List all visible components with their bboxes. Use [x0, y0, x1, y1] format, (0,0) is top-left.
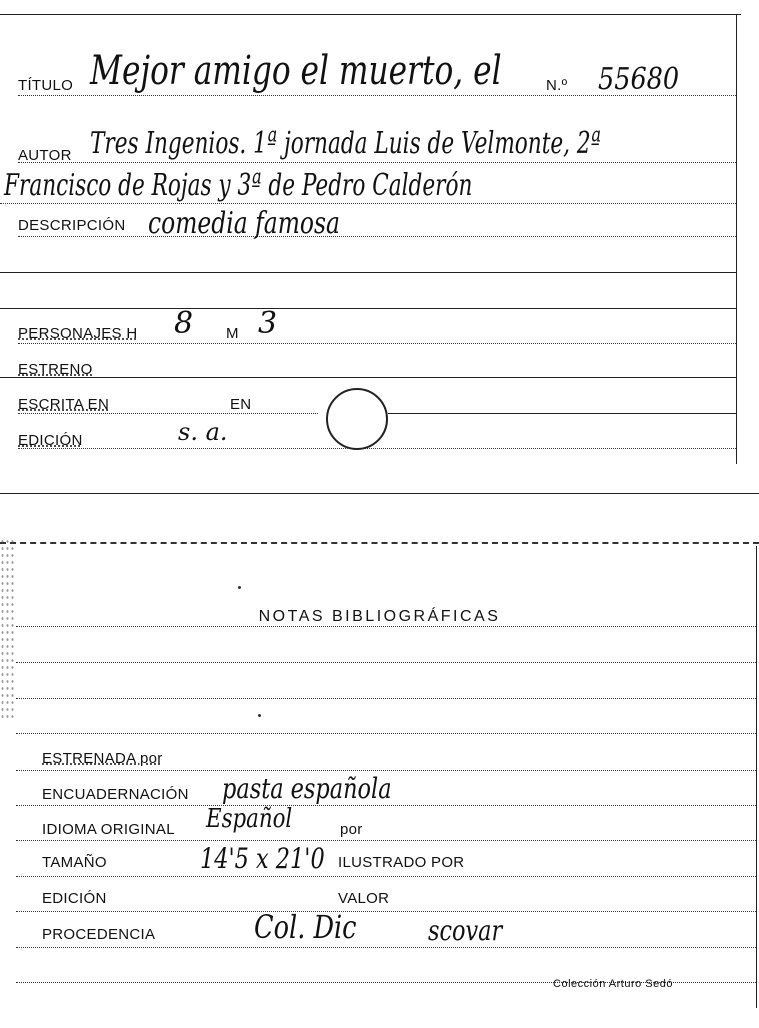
rule-notas-2: [16, 662, 756, 663]
rule-estrenada: [16, 770, 756, 771]
procedencia-value-b: scovar: [428, 914, 503, 947]
rule-edicion: [18, 448, 736, 449]
encuadernacion-value: pasta española: [222, 772, 392, 805]
rule-blank-1: [0, 272, 736, 273]
descripcion-value: comedia famosa: [148, 206, 340, 241]
titulo-label: TÍTULO: [18, 77, 74, 94]
edicion-value: s. a.: [178, 418, 228, 446]
estrenada-label: ESTRENADA por: [42, 750, 163, 767]
personajes-m-value: 3: [258, 306, 278, 341]
personajes-h-value: 8: [174, 306, 194, 341]
card-edge-texture: [0, 538, 16, 718]
procedencia-label: PROCEDENCIA: [42, 926, 156, 943]
rule-autor-2: [0, 203, 736, 204]
punch-hole: [326, 388, 388, 450]
rule-blank-2: [0, 308, 736, 309]
edicion-label: EDICIÓN: [18, 432, 83, 449]
rule-edicion: [16, 911, 756, 912]
autor-value-line2: Francisco de Rojas y 3ª de Pedro Calderón: [4, 168, 473, 203]
rule-notas-1: [16, 626, 756, 627]
rule-idioma: [16, 840, 756, 841]
card-top-edge: [0, 14, 741, 15]
en-label: EN: [230, 396, 252, 413]
numero-value: 55680: [598, 62, 680, 97]
idioma-por-label: por: [340, 821, 363, 838]
escrita-en-label: ESCRITA EN: [18, 396, 110, 413]
personajes-h-label: PERSONAJES H: [18, 325, 138, 342]
idioma-original-label: IDIOMA ORIGINAL: [42, 821, 175, 838]
rule-descripcion: [18, 236, 736, 237]
numero-label: N.º: [546, 77, 568, 94]
procedencia-value-a: Col. Dic: [254, 908, 357, 946]
valor-label: VALOR: [338, 890, 390, 907]
collection-footer: Colección Arturo Sedó: [553, 978, 673, 990]
idioma-original-value: Español: [206, 804, 293, 834]
edicion-label: EDICIÓN: [42, 890, 107, 907]
card-right-edge: [736, 14, 737, 464]
back-card: [0, 538, 759, 1028]
tamano-label: TAMAÑO: [42, 854, 107, 871]
rule-tamano: [16, 876, 756, 877]
personajes-m-label: M: [226, 325, 239, 342]
rule-estreno: [0, 377, 736, 378]
card-bottom-edge: [0, 493, 759, 494]
titulo-value: Mejor amigo el muerto, el: [90, 48, 502, 94]
encuadernacion-label: ENCUADERNACIÓN: [42, 786, 189, 803]
autor-value-line1: Tres Ingenios. 1ª jornada Luis de Velmonte, 2ª: [90, 126, 601, 161]
tamano-value: 14'5 x 21'0: [200, 842, 325, 875]
card-top-edge: [0, 542, 759, 544]
descripcion-label: DESCRIPCIÓN: [18, 217, 126, 234]
rule-escrita-en-2: [388, 413, 736, 414]
rule-personajes: [18, 343, 736, 344]
ink-speck: [258, 714, 261, 717]
front-card: [0, 0, 759, 494]
estreno-label: ESTRENO: [18, 361, 93, 378]
notas-heading: NOTAS BIBLIOGRÁFICAS: [258, 608, 501, 625]
rule-autor: [18, 162, 736, 163]
rule-notas-4: [16, 733, 756, 734]
rule-escrita-en: [18, 413, 318, 414]
rule-procedencia: [16, 947, 756, 948]
rule-encuadernacion: [16, 805, 756, 806]
rule-notas-3: [16, 698, 756, 699]
ink-speck: [238, 586, 241, 589]
ilustrado-por-label: ILUSTRADO POR: [338, 854, 465, 871]
autor-label: AUTOR: [18, 147, 72, 164]
